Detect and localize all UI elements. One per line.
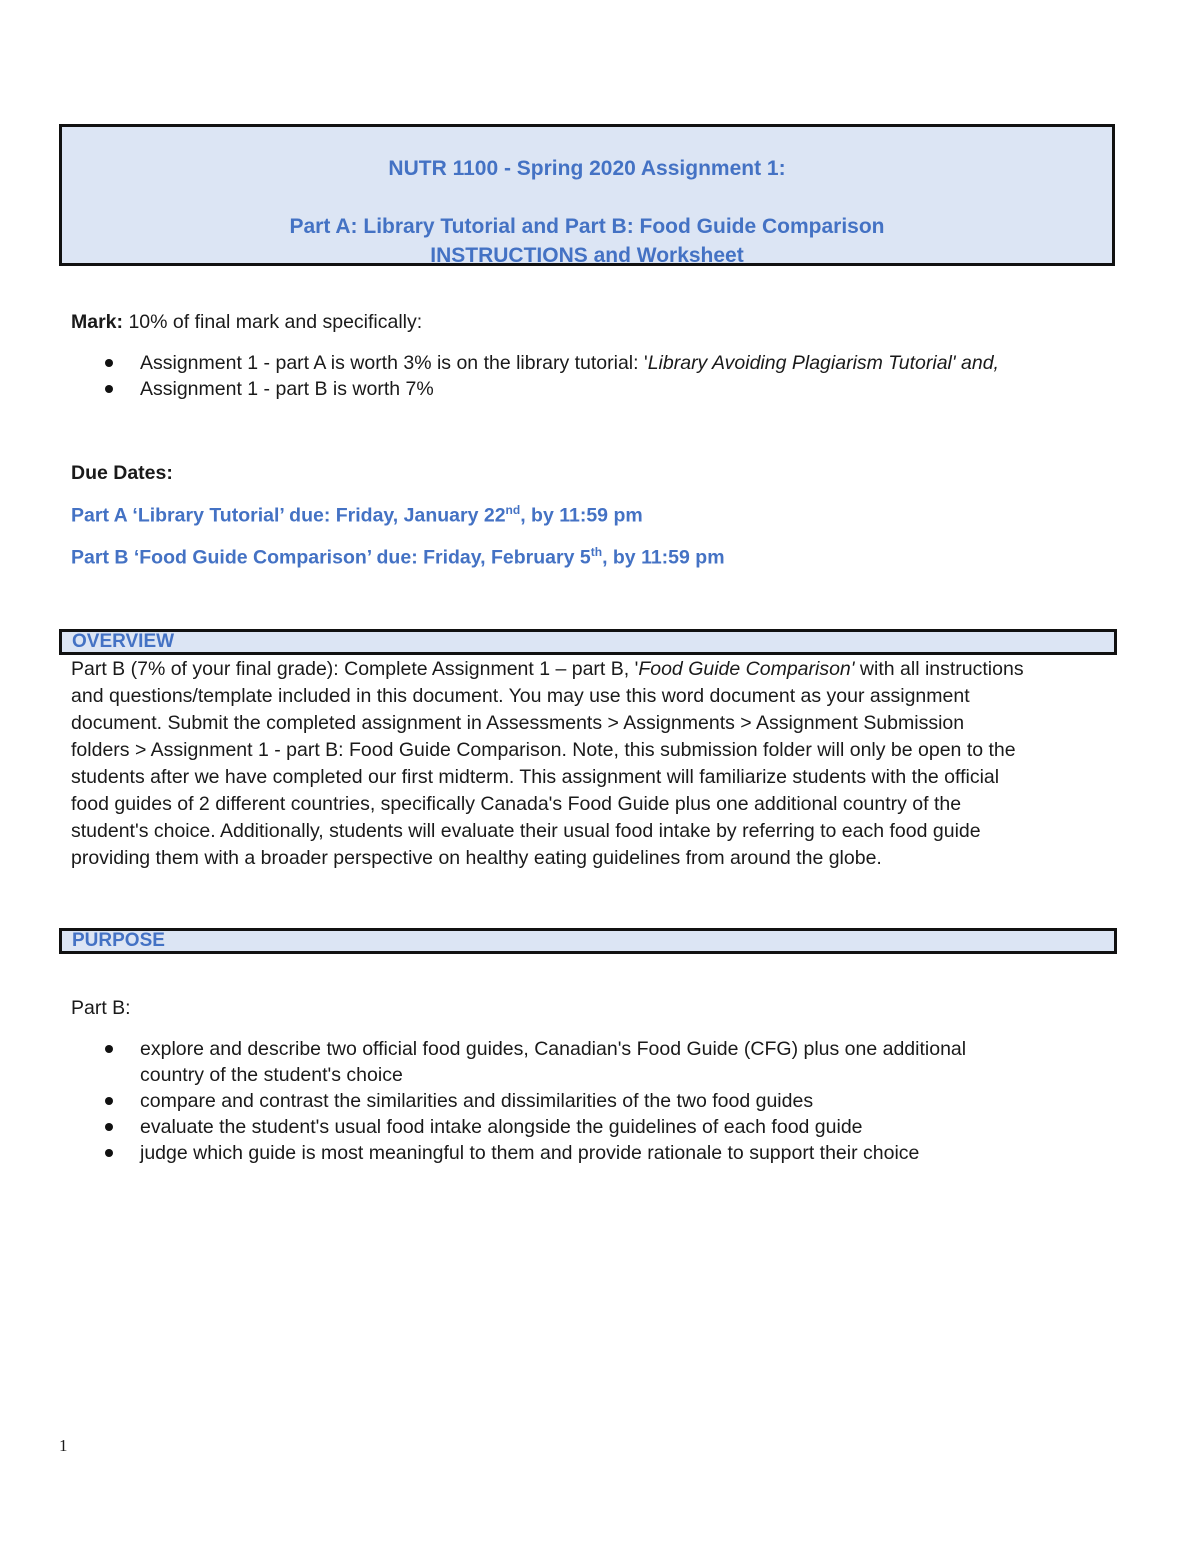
list-item: Assignment 1 - part B is worth 7% — [70, 376, 1150, 402]
text-line: food guides of 2 different countries, specifically Canada's Food Guide plus one additional country of the — [71, 793, 962, 815]
page-number: 1 — [59, 1436, 68, 1455]
mark-text: 10% of final mark and specifically: — [123, 311, 423, 333]
bullet-icon — [105, 1045, 113, 1053]
bullet-icon — [105, 1149, 113, 1157]
list-item: explore and describe two official food guides, Canadian's Food Guide (CFG) plus one additional country of the student's choice — [70, 1036, 1150, 1088]
mark-bullets — [70, 350, 1150, 402]
list-item: Assignment 1 - part A is worth 3% is on the library tutorial: 'Library Avoiding Plagiarism Tutorial' and, — [70, 350, 1150, 376]
text-line: providing them with a broader perspective on healthy eating guidelines from around the globe. — [71, 847, 882, 869]
list-item: evaluate the student's usual food intake alongside the guidelines of each food guide — [70, 1114, 1150, 1140]
bullet-icon — [105, 1123, 113, 1131]
due-dates-label: Due Dates: — [71, 462, 173, 484]
mark-line — [71, 309, 422, 336]
purpose-part-label: Part B: — [71, 997, 131, 1019]
list-item: judge which guide is most meaningful to them and provide rationale to support their choice — [70, 1140, 1150, 1166]
list-item: compare and contrast the similarities and dissimilarities of the two food guides — [70, 1088, 1150, 1114]
text-line: Part B (7% of your final grade): Complete Assignment 1 – part B, 'Food Guide Comparison' with all instructions — [71, 658, 1024, 680]
mark-label: Mark: — [71, 311, 124, 333]
overview-paragraph — [71, 656, 1171, 872]
overview-heading: OVERVIEW — [59, 629, 1117, 655]
bullet-icon — [105, 385, 113, 393]
text-line: student's choice. Additionally, students will evaluate their usual food intake by referring to each food guide — [71, 820, 981, 842]
title-box — [59, 124, 1115, 266]
text-line: document. Submit the completed assignment in Assessments > Assignments > Assignment Submission — [71, 712, 965, 734]
assignment-subtitle-2: INSTRUCTIONS and Worksheet — [430, 244, 744, 267]
text-line: students after we have completed our first midterm. This assignment will familiarize students with the official — [71, 766, 1000, 788]
text-line: and questions/template included in this document. You may use this word document as your assignment — [71, 685, 970, 707]
bullet-icon — [105, 359, 113, 367]
text-line: folders > Assignment 1 - part B: Food Guide Comparison. Note, this submission folder will only be open to the — [71, 739, 1016, 761]
purpose-bullets — [70, 1036, 1150, 1166]
purpose-heading: PURPOSE — [59, 928, 1117, 954]
assignment-subtitle: Part A: Library Tutorial and Part B: Food Guide Comparison — [289, 215, 885, 238]
due-date-part-b: Part B ‘Food Guide Comparison’ due: Friday, February 5th, by 11:59 pm — [71, 545, 725, 569]
due-date-part-a: Part A ‘Library Tutorial’ due: Friday, January 22nd, by 11:59 pm — [71, 503, 643, 527]
bullet-icon — [105, 1097, 113, 1105]
assignment-title: NUTR 1100 - Spring 2020 Assignment 1: — [388, 157, 786, 180]
